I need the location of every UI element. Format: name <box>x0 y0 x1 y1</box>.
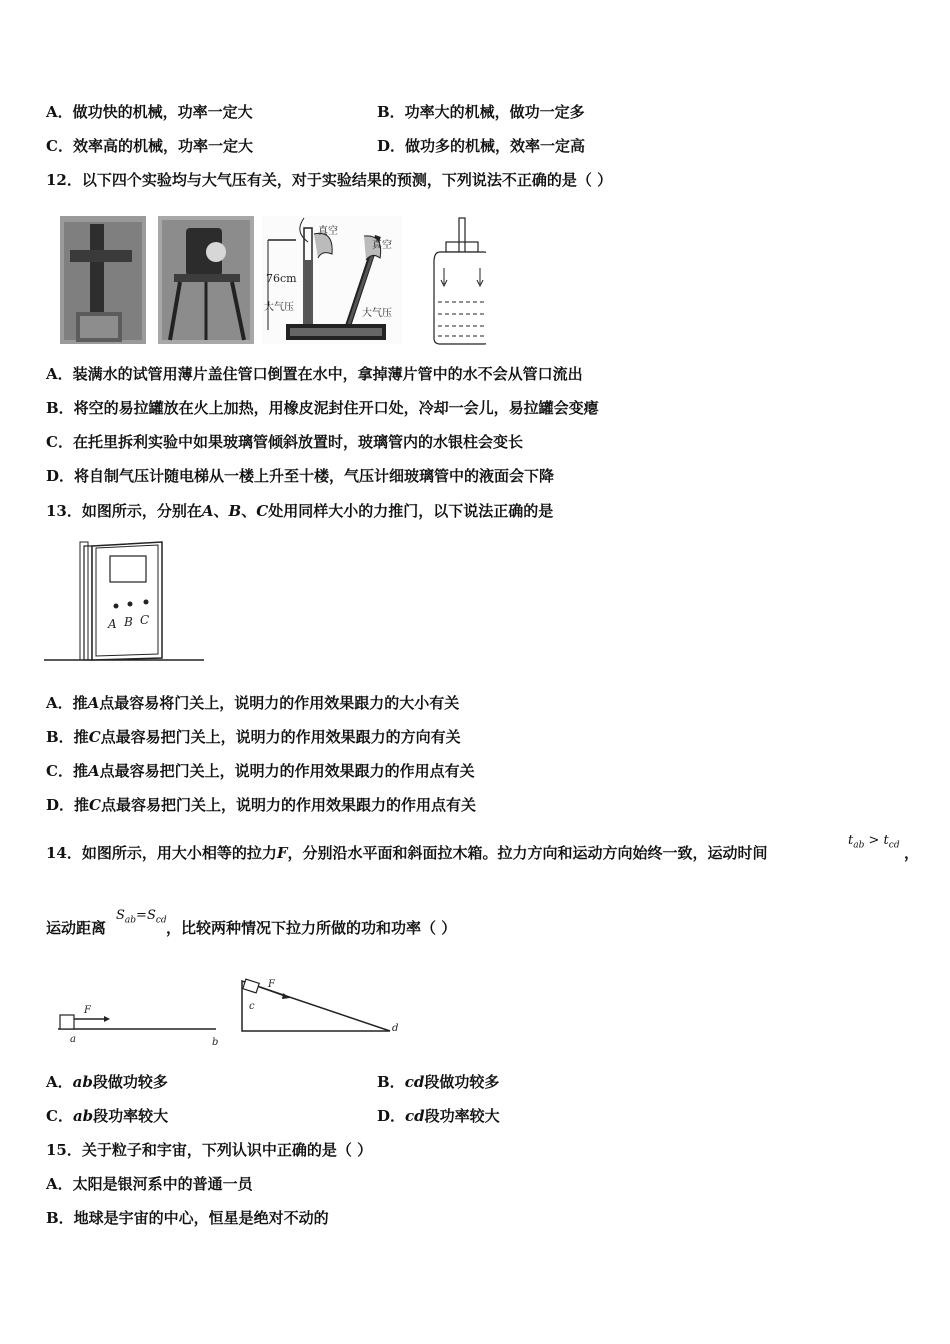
q13-fig-label-b: B <box>124 615 133 629</box>
q12-barometer-bottle <box>434 218 486 344</box>
q14-fig-b: b <box>212 1037 219 1048</box>
q14-fig-d: d <box>392 1023 399 1034</box>
q15-option-b: B．地球是宇宙的中心，恒星是绝对不动的 <box>46 1209 329 1227</box>
q14-figure <box>50 975 410 1059</box>
q12-photo-test-tube <box>60 216 146 344</box>
q14-s-cd: S <box>146 908 156 923</box>
q14-stem-line-1 <box>46 843 768 863</box>
q12-figure <box>46 212 486 356</box>
q14-option-d-post: 段功率较大 <box>424 1107 500 1125</box>
q12-label-vacuum-1: 真空 <box>318 226 338 237</box>
q14-option-a <box>46 1072 168 1092</box>
q14-stem-line-2 <box>46 915 457 938</box>
q14-fig-f1: F <box>84 1005 91 1016</box>
q12-option-c: C．在托里拆利实验中如果玻璃管倾斜放置时，玻璃管内的水银柱会变长 <box>46 433 523 451</box>
q13-fig-label-c: C <box>140 613 150 627</box>
q14-stem1-pre: 14．如图所示，用大小相等的拉力 <box>46 844 277 862</box>
q14-option-d <box>377 1106 500 1126</box>
q14-option-a-seg: ab <box>72 1073 93 1091</box>
q15-option-a: A．太阳是银河系中的普通一员 <box>46 1175 253 1193</box>
q14-option-d-seg: cd <box>405 1107 425 1125</box>
q14-time-inequality <box>848 833 900 851</box>
q14-stem2-post: ，比较两种情况下拉力所做的功和功率（ ） <box>166 919 457 937</box>
q13-door-figure <box>44 540 206 670</box>
q13-option-b-point: C <box>88 728 101 746</box>
q14-comma: ， <box>904 844 920 862</box>
q12-label-vacuum-2: 真空 <box>372 240 392 251</box>
q15-stem: 15．关于粒子和宇宙，下列认识中正确的是（ ） <box>46 1141 373 1159</box>
q11-option-d: D．做功多的机械，效率一定高 <box>377 137 586 155</box>
q14-option-c-post: 段功率较大 <box>93 1107 169 1125</box>
q13-option-c <box>46 761 475 781</box>
q11-option-a: A．做功快的机械，功率一定大 <box>46 103 253 121</box>
q14-stem2-pre: 运动距离 <box>46 919 107 937</box>
q13-option-c-post: 点最容易把门关上，说明力的作用效果跟力的作用点有关 <box>99 762 475 780</box>
q14-stem1-post: ，分别沿水平面和斜面拉木箱。拉力方向和运动方向始终一致，运动时间 <box>287 844 768 862</box>
q14-option-c <box>46 1106 168 1126</box>
q13-sep-1: 、 <box>213 502 229 520</box>
q14-s-ab: S <box>116 908 125 923</box>
q14-gt: > <box>864 833 884 848</box>
q14-option-c-pre: C． <box>46 1107 73 1125</box>
q14-option-b-post: 段做功较多 <box>424 1073 500 1091</box>
q14-option-d-pre: D． <box>377 1107 406 1125</box>
q13-fig-label-a: A <box>108 617 117 631</box>
q12-photo-can-heating <box>158 216 254 344</box>
q14-t-cd: t <box>883 833 889 848</box>
q14-t-cd-sub: cd <box>888 840 900 851</box>
q14-eq: = <box>136 908 147 923</box>
q14-option-a-post: 段做功较多 <box>92 1073 168 1091</box>
q12-label-atm-2: 大气压 <box>362 308 392 319</box>
q13-option-a <box>46 693 459 713</box>
q13-option-d <box>46 795 476 815</box>
q14-t-ab-sub: ab <box>853 840 865 851</box>
q14-fig-f2: F <box>268 979 275 990</box>
q12-option-a: A．装满水的试管用薄片盖住管口倒置在水中，拿掉薄片管中的水不会从管口流出 <box>46 365 583 383</box>
q11-option-c: C．效率高的机械，功率一定大 <box>46 137 253 155</box>
q13-option-b-post: 点最容易把门关上，说明力的作用效果跟力的方向有关 <box>100 728 461 746</box>
q13-option-d-point: C <box>89 796 101 814</box>
q13-stem-post: 处用同样大小的力推门，以下说法正确的是 <box>268 502 554 520</box>
q13-option-c-pre: C．推 <box>46 762 88 780</box>
q14-s-ab-sub: ab <box>124 915 137 926</box>
q13-sep-2: 、 <box>241 502 257 520</box>
q13-option-a-pre: A．推 <box>46 694 88 712</box>
q14-option-b-seg: cd <box>404 1073 425 1091</box>
q14-incline-diagram <box>242 979 398 1034</box>
q14-horizontal-diagram <box>58 1005 218 1048</box>
q12-stem: 12．以下四个实验均与大气压有关，对于实验结果的预测，下列说法不正确的是（ ） <box>46 171 613 189</box>
q14-option-c-seg: ab <box>72 1107 94 1125</box>
q13-option-c-point: A <box>87 762 100 780</box>
q13-point-b: B <box>228 502 242 520</box>
q14-distance-equality <box>116 908 167 926</box>
q13-stem-pre: 13．如图所示，分别在 <box>46 502 202 520</box>
q14-fig-c: c <box>249 1001 255 1012</box>
q13-point-c: C <box>256 502 269 520</box>
q11-option-b: B．功率大的机械，做功一定多 <box>377 103 585 121</box>
q13-option-d-pre: D．推 <box>46 796 90 814</box>
q13-option-b-pre: B．推 <box>46 728 89 746</box>
q14-option-b <box>377 1072 499 1092</box>
q13-option-a-point: A <box>87 694 100 712</box>
q12-label-atm-1: 大气压 <box>264 302 294 313</box>
q13-point-a: A <box>201 502 214 520</box>
q14-force-symbol: F <box>276 844 288 862</box>
q14-fig-a: a <box>70 1034 76 1045</box>
q13-stem <box>46 501 553 521</box>
q12-option-b: B．将空的易拉罐放在火上加热，用橡皮泥封住开口处，冷却一会儿，易拉罐会变瘪 <box>46 399 599 417</box>
q13-option-a-post: 点最容易将门关上，说明力的作用效果跟力的大小有关 <box>99 694 460 712</box>
q12-torricelli-diagram <box>262 216 402 344</box>
q13-option-b <box>46 727 461 747</box>
q12-option-d: D．将自制气压计随电梯从一楼上升至十楼，气压计细玻璃管中的液面会下降 <box>46 467 555 485</box>
q14-option-a-pre: A． <box>46 1073 73 1091</box>
q14-option-b-pre: B． <box>377 1073 405 1091</box>
q13-option-d-post: 点最容易把门关上，说明力的作用效果跟力的作用点有关 <box>100 796 476 814</box>
q12-label-76cm: 76cm <box>266 272 297 285</box>
q14-t-ab: t <box>848 833 854 848</box>
q14-s-cd-sub: cd <box>155 915 167 926</box>
